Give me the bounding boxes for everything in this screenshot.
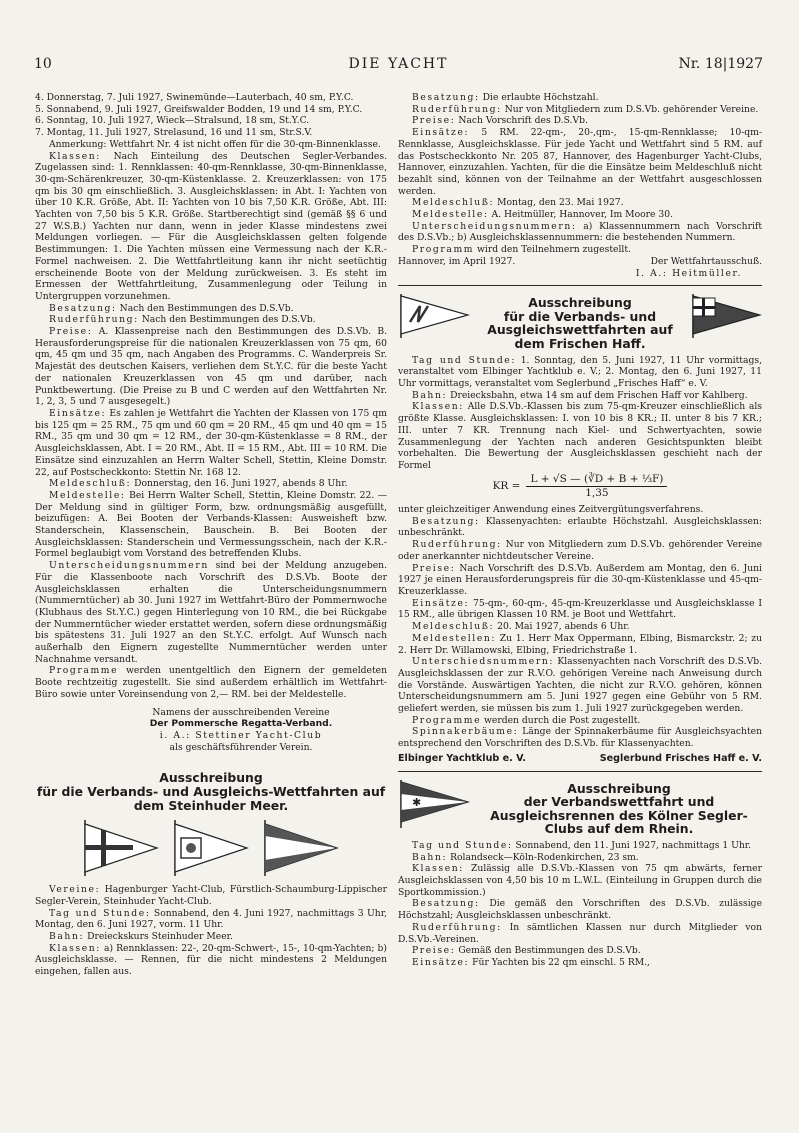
- einsaetze2-paragraph: Einsätze: 75-qm-, 60-qm-, 45-qm-Kreuzerklasse und Ausgleichsklasse I 15 RM., alle übrigen Klassen 10 RM. je Boot und Wettfahrt.: [398, 597, 762, 621]
- svg-text:✱: ✱: [412, 795, 422, 809]
- page-number: 10: [34, 56, 52, 72]
- ruder2-paragraph: Ruderführung: Nur von Mitgliedern zum D.S.Vb. gehörender Vereine oder anerkannter nichtdeutscher Vereine.: [398, 539, 763, 562]
- note-paragraph: Anmerkung: Wettfahrt Nr. 4 ist nicht offen für die 30-qm-Binnenklasse.: [49, 138, 381, 150]
- pennant-flag-icon: [398, 778, 470, 828]
- pennant-flag-icon: [81, 818, 161, 876]
- bahn-paragraph: Bahn: Dreiecksbahn, etwa 14 sm auf dem Frischen Haff vor Kahlberg.: [412, 389, 748, 401]
- unterscheidung-paragraph: Unterscheidungsnummern: a) Klassennummern nach Vorschrift des D.S.Vb.; b) Ausgleichsklassennummern: die bestehenden Nummern.: [398, 220, 763, 244]
- besatzung-paragraph: Besatzung: Die erlaubte Höchstzahl.: [412, 92, 599, 103]
- signature-block: Hannover, im April 1927. Der Wettfahrtausschuß.: [398, 255, 762, 267]
- divider: [398, 771, 762, 772]
- right-column: [398, 92, 762, 969]
- left-column: [35, 92, 387, 978]
- einsaetze3-paragraph: Einsätze: Für Yachten bis 22 qm einschl. 5 RM.,: [412, 956, 650, 968]
- tag3-paragraph: Tag und Stunde: Sonnabend, den 11. Juni 1927, nachmittags 1 Uhr.: [412, 839, 752, 851]
- unterscheidung-paragraph: Unterscheidungsnummern sind bei der Meldung anzugeben. Für die Klassenboote nach Vorschrift des D.S.Vb. Boote der Ausgleichsklassen erhalten die Unterscheidungsnummern (Nummerntücher) ab 30. Juni 1927 im Wettfahrt-Büro der Pommernwoche (Klubhaus des St.Y.C.) gegen Hinterlegung von 10 RM., die bei Rückgabe der Nummerntücher wieder erstattet werden, sofern diese ordnungsmäßig bis spätestens 31. Juli 1927 an den St.Y.C. erfolgt. Auf Wunsch nach außerhalb den Eignern zugestellte Nummerntücher werden unter Nachnahme versandt.: [35, 560, 388, 665]
- signature-block: Namens der ausschreibenden Vereine Der Pommersche Regatta-Verband. i. A.: Stettiner Yacht-Club als geschäftsführender Verein.: [35, 707, 387, 754]
- section-title-koeln: Ausschreibung der Verbandswettfahrt und Ausgleichsrennen des Kölner Segler-Clubs auf dem Rhein.: [490, 780, 748, 837]
- programme-paragraph: Programme werden unentgeltlich den Eignern der gemeldeten Boote rechtzeitig zugestellt. Sie sind außerdem erhältlich im Wettfahrt-Büro sowie unter Voreinsendung von 2,— RM. bei der Meldestelle.: [35, 665, 388, 700]
- magazine-title: DIE YACHT: [348, 56, 449, 72]
- besatzung-paragraph: Besatzung: Nach den Bestimmungen des D.S.Vb.: [49, 302, 294, 314]
- klassen2-paragraph: Klassen: a) Rennklassen: 22-, 20-qm-Schwert-, 15-, 10-qm-Yachten; b) Ausgleichsklasse. — Rennen, für die nicht mindestens 2 Meldungen eingehen, fallen aus.: [35, 942, 388, 978]
- preise-paragraph: Preise: Nach Vorschrift des D.S.Vb.: [412, 115, 588, 127]
- programm-paragraph: Programm wird den Teilnehmern zugestellt.: [412, 244, 631, 256]
- page-header: [34, 56, 763, 76]
- bahn-paragraph: Bahn: Dreieckskurs Steinhuder Meer.: [49, 930, 233, 942]
- kr-formula: KR = $\frac{\text{L + √S — (∛D + B + ⅓F)}}{1,35}$: [398, 474, 762, 500]
- section-header-frisches-haff: [398, 292, 762, 354]
- bahn3-paragraph: Bahn: Rolandseck—Köln-Rodenkirchen, 23 sm.: [412, 851, 639, 863]
- meldestellen-paragraph: Meldestellen: Zu 1. Herr Max Oppermann, Elbing, Bismarckstr. 2; zu 2. Herr Dr. Willamowski, Elbing, Friedrichstraße 1.: [398, 632, 763, 656]
- tag-paragraph: Tag und Stunde: Sonnabend, den 4. Juni 1927, nachmittags 3 Uhr, Montag, den 6. Juni 1927, vorm. 11 Uhr.: [35, 907, 387, 931]
- signature-org: Der Pommersche Regatta-Verband.: [149, 718, 333, 730]
- formula-note: unter gleichzeitiger Anwendung eines Zeitvergütungsverfahrens.: [398, 504, 704, 516]
- klassen3-paragraph: Klassen: Zulässig alle D.S.Vb.-Klassen von 75 qm abwärts, ferner Ausgleichsklassen von 4,50 bis 10 m L.W.L. (Einteilung in Gruppen durch die Sportkommission.): [398, 863, 763, 898]
- klassen-paragraph: Klassen: Alle D.S.Vb.-Klassen bis zum 75-qm-Kreuzer einschließlich als größte Klasse. Ausgleichsklassen: I. von 10 bis 8 KR.; II. unter 8 bis 7 KR.; III. unter 7 KR. Trennung nach Kiel- und Schwertyachten, sowie Zusammenlegung der Yachten nach anderen Gesichtspunkten bleibt vorbehalten. Die Bewertung der Ausgleichsklassen geschieht nach der Formel: [398, 401, 763, 471]
- meldestelle-paragraph: Meldestelle: A. Heitmüller, Hannover, Im Moore 30.: [412, 209, 674, 221]
- unterschied-paragraph: Unterschiedsnummern: Klassenyachten nach Vorschrift des D.S.Vb. Ausgleichsklassen der zur R.V.O. gehörigen Vereine nach Anweisung durch die Vorstände. Auswärtigen Yachten, die nicht zur R.V.O. gehören, können Unterscheidungsnummern am 5. Juni 1927 gegen eine Gebühr von 5 RM. geliefert werden, sie müssen bis zum 1. Juli 1927 zurückgegeben werden.: [398, 656, 762, 715]
- einsaetze-paragraph: Einsätze: 5 RM. 22-qm-, 20-,qm-, 15-qm-Rennklasse; 10-qm-Rennklasse, Ausgleichsklasse. Für jede Yacht und Wettfahrt sind 5 RM. auf das Postscheckkonto Nr. 205 87, Hannover, des Hagenburger Yacht-Clubs, Hannover, einzuzahlen. Yachten, für die die Einsätze beim Meldeschluß nicht bezahlt sind, können von der Teilnahme an der Wettfahrt ausgeschlossen werden.: [398, 127, 763, 197]
- list-item: 6. Sonntag, 10. Juli 1927, Wieck—Stralsund, 18 sm, St.Y.C.: [35, 115, 310, 127]
- besatzung2-paragraph: Besatzung: Klassenyachten: erlaubte Höchstzahl. Ausgleichsklassen: unbeschränkt.: [398, 515, 762, 539]
- vereine-paragraph: Vereine: Hagenburger Yacht-Club, Fürstlich-Schaumburg-Lippischer Segler-Verein, Steinhuder Yacht-Club.: [35, 884, 387, 907]
- ruder3-paragraph: Ruderführung: In sämtlichen Klassen nur durch Mitglieder von D.S.Vb.-Vereinen.: [398, 921, 762, 945]
- list-item: 5. Sonnabend, 9. Juli 1927, Greifswalder Bodden, 19 und 14 sm, P.Y.C.: [35, 103, 363, 115]
- meldeschluss-paragraph: Meldeschluß: Montag, den 23. Mai 1927.: [412, 197, 624, 209]
- spinnaker-paragraph: Spinnakerbäume: Länge der Spinnakerbäume für Ausgleichsyachten entsprechend den Vorschriften des D.S.Vb. für Klassenyachten.: [398, 726, 763, 750]
- preise3-paragraph: Preise: Gemäß den Bestimmungen des D.S.Vb.: [412, 945, 641, 957]
- pennant-flag-icon: [261, 818, 341, 876]
- einsaetze-paragraph: Einsätze: Es zahlen je Wettfahrt die Yachten der Klassen von 175 qm bis 125 qm = 25 RM., 75 qm und 60 qm = 20 RM., 45 qm und 40 qm = 15 RM., 35 qm und 30 qm = 12 RM., der 30-qm-Küstenklasse = 8 RM., der Ausgleichsklassen, Abt. I = 20 RM., Abt. II = 15 RM., Abt. III = 10 RM. Die Einsätze sind einzuzahlen an Herrn Walter Schell, Stettin, Kleine Domstr. 22, auf Postscheckkonto: Stettin Nr. 168 12.: [35, 407, 388, 478]
- divider: [398, 285, 762, 286]
- pennant-flag-icon: [690, 292, 762, 338]
- ruder-paragraph: Ruderführung: Nach den Bestimmungen des D.S.Vb.: [49, 314, 316, 326]
- klassen-paragraph: Klassen: Nach Einteilung des Deutschen Segler-Verbandes. Zugelassen sind: 1. Rennklassen: 40-qm-Rennklasse, 30-qm-Binnenklasse, 30-qm-Schärenkreuzer, 30-qm-Küstenklasse. 2. Kreuzerklassen: von 175 qm bis 30 qm einschließlich. 3. Ausgleichsklassen: in Abt. I: Yachten von über 10 K.R. Größe, Abt. II: Yachten von 10 bis 7,50 K.R. Größe, Abt. III: Yachten von 7,50 bis 5 K.R. Größe. Startberechtigt sind (gemäß §§ 6 und 27 W.S.B.) Yachten nur dann, wenn in jeder Klasse mindestens zwei Meldungen vorliegen. — Für die Ausgleichsklassen gelten folgende Bestimmungen: 1. Die Yachten müssen eine Vermessung nach der K.R.-Formel nachweisen. 2. Die Wettfahrtleitung kann ihr nicht seetüchtig erscheinende Boote von der Meldung zurückweisen. 3. Es steht im Ermessen der Wettfahrtleitung, Zusammenlegung oder Teilung in Untergruppen vorzunehmen.: [35, 150, 387, 302]
- list-item: 7. Montag, 11. Juli 1927, Strelasund, 16 und 11 sm, Str.S.V.: [35, 127, 313, 139]
- programme-paragraph: Programme werden durch die Post zugestellt.: [412, 714, 641, 726]
- preise2-paragraph: Preise: Nach Vorschrift des D.S.Vb. Außerdem am Montag, den 6. Juni 1927 je einen Herausforderungspreis für die 30-qm-Küstenklasse und 45-qm-Kreuzerklasse.: [398, 562, 762, 597]
- signature-name: I. A.: Heitmüller.: [635, 267, 742, 279]
- pennant-flag-icon: [398, 292, 470, 338]
- section-title-frisches-haff: Ausschreibung für die Verbands- und Ausgleichswettfahrten auf dem Frischen Haff.: [487, 295, 673, 352]
- besatzung3-paragraph: Besatzung: Die gemäß den Vorschriften des D.S.Vb. zulässige Höchstzahl; Ausgleichsklassen unbeschränkt.: [398, 898, 763, 922]
- ruder-paragraph: Ruderführung: Nur von Mitgliedern zum D.S.Vb. gehörender Vereine.: [412, 103, 759, 115]
- meldeschluss2-paragraph: Meldeschluß: 20. Mai 1927, abends 6 Uhr.: [412, 621, 630, 633]
- flag-row: [35, 818, 387, 876]
- tag-paragraph: Tag und Stunde: 1. Sonntag, den 5. Juni 1927, 11 Uhr vormittags, veranstaltet vom Elbinger Yachtklub e. V.; 2. Montag, den 6. Juni 1927, 11 Uhr vormittags, veranstaltet vom Seglerbund „Frisches Haff“ e. V.: [398, 354, 762, 390]
- section-title-steinhuder: Ausschreibung für die Verbands- und Ausgleichs-Wettfahrten auf dem Steinhuder Meer.: [36, 770, 386, 813]
- meldestelle-paragraph: Meldestelle: Bei Herrn Walter Schell, Stettin, Kleine Domstr. 22. — Der Meldung sind in gültiger Form, bzw. ordnungsmäßig ausgefüllt, beizufügen: A. Bei Booten der Verbands-Klassen: Ausweisheft bzw. Standerschein, Klassenschein, Bauschein. B. Bei Booten der Ausgleichsklassen: Standerschein und Vermessungsschein, nach der K.R.-Formel beglaubigt vom Vorstand des betreffenden Klubs.: [35, 489, 387, 560]
- section-header-koeln: [398, 778, 762, 840]
- meldeschluss-paragraph: Meldeschluß: Donnerstag, den 16. Juni 1927, abends 8 Uhr.: [49, 478, 348, 490]
- preise-paragraph: Preise: A. Klassenpreise nach den Bestimmungen des D.S.Vb. B. Herausforderungspreise für die nationalen Kreuzerklassen von 75 qm, 60 qm, 45 qm und 35 qm, nach Angaben des Programms. C. Wanderpreis Sr. Majestät des deutschen Kaisers, verliehen dem St.Y.C. für die beste Yacht der nationalen Kreuzerklassen von 45 qm und darüber, nach Punktbewertung. (Die Preise zu B und C werden auf den Wettfahrten Nr. 1, 2, 3, 5 und 7 ausgesegelt.): [35, 326, 387, 408]
- list-item: 4. Donnerstag, 7. Juli 1927, Swinemünde—Lauterbach, 40 sm, P.Y.C.: [35, 92, 354, 103]
- pennant-flag-icon: [171, 818, 251, 876]
- signature-clubs: Elbinger Yachtklub e. V. Seglerbund Frisches Haff e. V.: [398, 752, 762, 764]
- issue-number: Nr. 18|1927: [678, 56, 763, 72]
